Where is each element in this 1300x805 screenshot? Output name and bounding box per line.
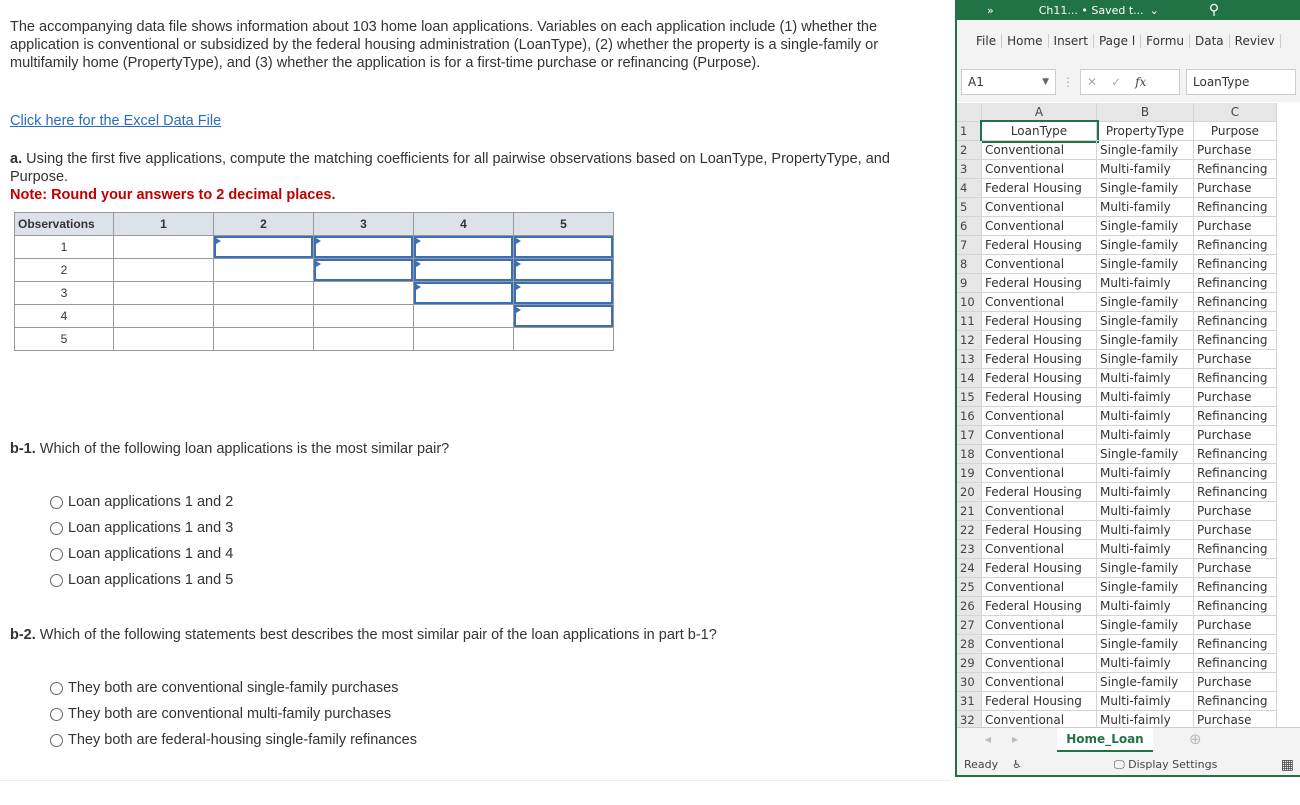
coefficient-input[interactable] [514,259,613,281]
cell[interactable]: Refinancing [1194,293,1277,312]
row-number[interactable]: 16 [957,407,982,426]
table-row [15,282,614,305]
cell[interactable]: Multi-family [1097,160,1194,179]
spreadsheet-row [957,597,1300,616]
coefficient-input[interactable] [514,305,613,327]
spreadsheet-grid[interactable] [957,103,1300,730]
row-number[interactable]: 14 [957,369,982,388]
cell[interactable]: Purchase [1194,502,1277,521]
cell[interactable]: Purchase [1194,521,1277,540]
function-icon[interactable]: fx [1135,75,1147,89]
row-number[interactable]: 21 [957,502,982,521]
cell[interactable]: Purchase [1194,673,1277,692]
row-number[interactable]: 18 [957,445,982,464]
spreadsheet-row [957,616,1300,635]
option-label: They both are federal-housing single-family refinances [68,732,417,748]
part-a [10,150,940,204]
spreadsheet-row [957,293,1300,312]
cell[interactable]: Federal Housing [982,559,1097,578]
dropdown-icon: ▼ [1042,77,1049,87]
cell[interactable]: Single-family [1097,293,1194,312]
row-number[interactable]: 6 [957,217,982,236]
option-label: They both are conventional single-family purchases [68,680,399,696]
option-label: They both are conventional multi-family purchases [68,706,392,722]
row-label: 2 [15,259,114,282]
row-number[interactable]: 30 [957,673,982,692]
option-b1-3[interactable] [50,546,233,562]
row-number[interactable]: 13 [957,350,982,369]
cell[interactable]: Conventional [982,141,1097,160]
cell[interactable]: Purchase [1194,559,1277,578]
row-number[interactable]: 27 [957,616,982,635]
spreadsheet-row [957,635,1300,654]
cell[interactable]: Conventional [982,464,1097,483]
row-label: 3 [15,282,114,305]
cell[interactable]: Refinancing [1194,445,1277,464]
column-header: Observations [15,213,114,236]
cell[interactable]: Single-family [1097,331,1194,350]
select-all-corner[interactable] [957,103,982,122]
row-number[interactable]: 1 [957,122,982,141]
cell[interactable]: Multi-faimly [1097,654,1194,673]
add-sheet-icon[interactable]: ⊕ [1189,730,1202,748]
ribbon-tabs [957,20,1300,62]
option-b2-1[interactable] [50,680,398,696]
question-b2 [10,627,717,643]
cell[interactable]: Conventional [982,426,1097,445]
row-number[interactable]: 9 [957,274,982,293]
cell[interactable]: Conventional [982,255,1097,274]
row-number[interactable]: 4 [957,179,982,198]
cell[interactable]: Federal Housing [982,236,1097,255]
scroll-right-icon[interactable]: ▸ [1012,732,1019,746]
table-cell [314,305,414,328]
cell[interactable]: Conventional [982,654,1097,673]
cell[interactable]: Conventional [982,635,1097,654]
spreadsheet-row [957,559,1300,578]
table-header-row [15,213,614,236]
spreadsheet-row [957,578,1300,597]
row-number[interactable]: 3 [957,160,982,179]
cell[interactable]: Federal Housing [982,312,1097,331]
option-b2-3[interactable] [50,732,417,748]
column-header: 4 [414,213,514,236]
cell[interactable]: Multi-faimly [1097,369,1194,388]
cell[interactable]: Purchase [1194,141,1277,160]
cell[interactable]: Refinancing [1194,578,1277,597]
row-number[interactable]: 10 [957,293,982,312]
cell[interactable]: Multi-faimly [1097,274,1194,293]
cell[interactable]: Conventional [982,217,1097,236]
spreadsheet-row [957,236,1300,255]
search-icon[interactable]: ⚲ [1208,2,1220,18]
spreadsheet-row [957,426,1300,445]
cell[interactable]: Conventional [982,711,1097,730]
cell[interactable]: Multi-faimly [1097,407,1194,426]
cell[interactable]: Federal Housing [982,179,1097,198]
display-settings-label: Display Settings [1128,757,1218,771]
column-header: 5 [514,213,614,236]
row-number[interactable]: 20 [957,483,982,502]
cell[interactable]: Federal Housing [982,388,1097,407]
cell[interactable]: Single-family [1097,236,1194,255]
ribbon-tab-insert[interactable]: Insert [1049,34,1094,48]
cell[interactable]: Refinancing [1194,255,1277,274]
table-cell [114,236,214,259]
cell[interactable]: Refinancing [1194,483,1277,502]
display-settings-button[interactable]: 🖵 Display Settings [1114,757,1218,771]
spreadsheet-row [957,483,1300,502]
excel-title-bar [957,0,1300,20]
row-label: 4 [15,305,114,328]
spreadsheet-row [957,274,1300,293]
cell[interactable]: Multi-faimly [1097,521,1194,540]
coefficient-input[interactable] [414,282,513,304]
cell[interactable]: Refinancing [1194,198,1277,217]
table-cell [214,236,314,259]
cell[interactable]: Purchase [1194,711,1277,730]
cell[interactable]: Conventional [982,540,1097,559]
formula-buttons [1080,69,1180,95]
table-row [15,305,614,328]
spreadsheet-row [957,445,1300,464]
cancel-icon[interactable]: ✕ [1087,75,1098,89]
cell[interactable]: Conventional [982,293,1097,312]
cell[interactable]: Conventional [982,407,1097,426]
cell[interactable]: LoanType [982,122,1097,141]
spreadsheet-row [957,350,1300,369]
row-number[interactable]: 32 [957,711,982,730]
coefficient-input[interactable] [414,259,513,281]
cell[interactable]: Refinancing [1194,160,1277,179]
spreadsheet-row [957,160,1300,179]
cell[interactable]: Single-family [1097,578,1194,597]
spreadsheet-row [957,407,1300,426]
drag-handle-icon[interactable]: ⋮ [1062,75,1074,89]
table-cell [414,305,514,328]
spreadsheet-row [957,673,1300,692]
option-b1-2[interactable] [50,520,233,536]
status-bar [957,752,1300,777]
row-number[interactable]: 5 [957,198,982,217]
spreadsheet-row [957,255,1300,274]
cell[interactable]: Federal Housing [982,369,1097,388]
table-cell [514,259,614,282]
cell[interactable]: Federal Housing [982,331,1097,350]
radio-button[interactable] [50,734,63,747]
cell[interactable]: Purchase [1194,350,1277,369]
cell[interactable]: Refinancing [1194,236,1277,255]
cell[interactable]: Federal Housing [982,350,1097,369]
coefficient-input[interactable] [214,236,313,258]
spreadsheet-row [957,141,1300,160]
cell[interactable]: Refinancing [1194,331,1277,350]
question-panel [10,18,950,203]
cell[interactable]: Conventional [982,616,1097,635]
radio-button[interactable] [50,682,63,695]
cell[interactable]: Purchase [1194,217,1277,236]
table-cell [114,282,214,305]
option-label: Loan applications 1 and 5 [68,572,234,588]
spreadsheet-row [957,331,1300,350]
cell[interactable]: Multi-faimly [1097,483,1194,502]
table-cell [214,305,314,328]
question-b1 [10,441,449,457]
coefficient-input[interactable] [514,282,613,304]
cell[interactable]: Refinancing [1194,654,1277,673]
cell[interactable]: Multi-faimly [1097,502,1194,521]
rounding-note: Note: Round your answers to 2 decimal places. [10,187,336,203]
table-cell [114,259,214,282]
column-header-C[interactable]: C [1194,103,1277,122]
table-cell [214,328,314,351]
name-box-value: A1 [968,75,984,89]
cell[interactable]: Multi-faimly [1097,711,1194,730]
coefficient-input[interactable] [514,236,613,258]
part-a-label: a. [10,151,23,167]
cell[interactable]: Refinancing [1194,692,1277,711]
ribbon-tab-data[interactable]: Data [1190,34,1230,48]
cell[interactable]: Federal Housing [982,521,1097,540]
cell[interactable]: Conventional [982,502,1097,521]
table-cell [114,328,214,351]
cell[interactable]: Refinancing [1194,407,1277,426]
row-label: 5 [15,328,114,351]
ribbon-tab-home[interactable]: Home [1002,34,1048,48]
spreadsheet-row [957,521,1300,540]
row-number[interactable]: 23 [957,540,982,559]
part-a-text: Using the first five applications, compute the matching coefficients for all pairwise observations based on LoanType, PropertyType, and Purpose. [10,151,890,185]
cell[interactable]: Conventional [982,673,1097,692]
cell[interactable]: Multi-faimly [1097,692,1194,711]
table-row [15,236,614,259]
column-header: 1 [114,213,214,236]
table-cell [514,305,614,328]
row-number[interactable]: 17 [957,426,982,445]
radio-button[interactable] [50,708,63,721]
formula-input[interactable] [1186,69,1296,95]
radio-button[interactable] [50,522,63,535]
cell[interactable]: Federal Housing [982,692,1097,711]
table-cell [314,259,414,282]
row-number[interactable]: 19 [957,464,982,483]
spreadsheet-row [957,217,1300,236]
cell[interactable]: PropertyType [1097,122,1194,141]
spreadsheet-row [957,198,1300,217]
row-number[interactable]: 31 [957,692,982,711]
table-cell [314,328,414,351]
row-label: 1 [15,236,114,259]
column-header: 2 [214,213,314,236]
table-row [15,328,614,351]
table-cell [214,282,314,305]
table-cell [114,305,214,328]
cell[interactable]: Single-family [1097,635,1194,654]
option-label: Loan applications 1 and 4 [68,546,234,562]
coefficient-input[interactable] [414,236,513,258]
cell[interactable]: Multi-faimly [1097,597,1194,616]
column-header-A[interactable]: A [982,103,1097,122]
row-number[interactable]: 2 [957,141,982,160]
excel-window [955,0,1300,777]
spreadsheet-row [957,692,1300,711]
column-header: 3 [314,213,414,236]
radio-button[interactable] [50,496,63,509]
cell[interactable]: Refinancing [1194,312,1277,331]
table-cell [314,282,414,305]
status-text: Ready [964,758,999,771]
spreadsheet-row [957,654,1300,673]
cell[interactable]: Purchase [1194,179,1277,198]
accessibility-icon[interactable]: ♿ [1012,758,1023,771]
row-number[interactable]: 22 [957,521,982,540]
cell[interactable]: Single-family [1097,673,1194,692]
cell[interactable]: Conventional [982,198,1097,217]
cell[interactable]: Purpose [1194,122,1277,141]
cell[interactable]: Purchase [1194,388,1277,407]
cell[interactable]: Single-family [1097,445,1194,464]
radio-button[interactable] [50,574,63,587]
formula-value: LoanType [1193,75,1250,89]
table-cell [414,259,514,282]
excel-data-link[interactable]: Click here for the Excel Data File [10,113,222,129]
b2-label: b-2. [10,627,36,643]
name-box[interactable] [961,69,1056,95]
row-number[interactable]: 7 [957,236,982,255]
ribbon-tab-file[interactable]: File [971,34,1002,48]
table-cell [414,236,514,259]
ribbon-tab-pagel[interactable]: Page l [1094,34,1141,48]
cell[interactable]: Single-family [1097,350,1194,369]
cell[interactable]: Multi-family [1097,198,1194,217]
spreadsheet-row [957,122,1300,141]
option-label: Loan applications 1 and 3 [68,520,234,536]
cell[interactable]: Single-family [1097,255,1194,274]
cell[interactable]: Refinancing [1194,464,1277,483]
table-cell [514,282,614,305]
b2-text: Which of the following statements best describes the most similar pair of the loan applications in part b-1? [35,627,717,643]
coefficient-input[interactable] [314,236,413,258]
b1-text: Which of the following loan applications is the most similar pair? [35,441,450,457]
cell[interactable]: Refinancing [1194,597,1277,616]
option-b1-4[interactable] [50,572,233,588]
chevron-down-icon[interactable]: ⌄ [1149,3,1159,17]
row-number[interactable]: 29 [957,654,982,673]
cell[interactable]: Conventional [982,445,1097,464]
spreadsheet-row [957,179,1300,198]
cell[interactable]: Conventional [982,160,1097,179]
divider [0,780,950,781]
row-number[interactable]: 15 [957,388,982,407]
table-cell [514,328,614,351]
cell[interactable]: Multi-faimly [1097,540,1194,559]
cell[interactable]: Conventional [982,578,1097,597]
cell[interactable]: Federal Housing [982,483,1097,502]
cell[interactable]: Multi-faimly [1097,464,1194,483]
cell[interactable]: Single-family [1097,217,1194,236]
cell[interactable]: Federal Housing [982,597,1097,616]
column-header-row [957,103,1300,122]
sheet-tab-home-loan[interactable]: Home_Loan [1057,728,1153,752]
cell[interactable]: Multi-faimly [1097,388,1194,407]
spreadsheet-row [957,464,1300,483]
coefficient-input[interactable] [314,259,413,281]
spreadsheet-row [957,369,1300,388]
more-icon[interactable]: » [987,3,994,17]
cell[interactable]: Single-family [1097,616,1194,635]
spreadsheet-row [957,312,1300,331]
scroll-left-icon[interactable]: ◂ [985,732,992,746]
cell[interactable]: Purchase [1194,616,1277,635]
row-number[interactable]: 28 [957,635,982,654]
workbook-title: Ch11... • Saved t... [1038,3,1144,17]
radio-button[interactable] [50,548,63,561]
b1-label: b-1. [10,441,36,457]
normal-view-icon[interactable]: ▦ [1280,756,1294,773]
matching-coefficient-table [14,212,614,351]
cell[interactable]: Purchase [1194,426,1277,445]
cell[interactable]: Single-family [1097,179,1194,198]
sheet-tab-bar [957,727,1300,752]
row-number[interactable]: 25 [957,578,982,597]
spreadsheet-row [957,540,1300,559]
table-cell [314,236,414,259]
spreadsheet-row [957,388,1300,407]
cell[interactable]: Refinancing [1194,635,1277,654]
formula-bar [957,62,1300,102]
ribbon-tab-formu[interactable]: Formu [1141,34,1190,48]
cell[interactable]: Single-family [1097,559,1194,578]
row-number[interactable]: 26 [957,597,982,616]
cell[interactable]: Refinancing [1194,274,1277,293]
spreadsheet-row [957,502,1300,521]
table-cell [514,236,614,259]
column-header-B[interactable]: B [1097,103,1194,122]
cell[interactable]: Single-family [1097,141,1194,160]
cell[interactable]: Single-family [1097,312,1194,331]
table-row [15,259,614,282]
row-number[interactable]: 11 [957,312,982,331]
intro-text: The accompanying data file shows information about 103 home loan applications. Variables on each application include (1) whether the application is conventional or subsidized by the federal housing administration (LoanType), (2) whether the property is a single-family or multifamily home (PropertyType), and (3) whether the application is for a first-time purchase or refinancing (Purpose). [10,19,879,71]
option-label: Loan applications 1 and 2 [68,494,234,510]
row-number[interactable]: 12 [957,331,982,350]
enter-icon[interactable]: ✓ [1111,75,1122,89]
ribbon-tab-reviev[interactable]: Reviev [1230,34,1281,48]
table-cell [414,282,514,305]
row-number[interactable]: 8 [957,255,982,274]
table-cell [214,259,314,282]
table-cell [414,328,514,351]
cell[interactable]: Federal Housing [982,274,1097,293]
cell[interactable]: Refinancing [1194,369,1277,388]
cell[interactable]: Refinancing [1194,540,1277,559]
option-b1-1[interactable] [50,494,233,510]
row-number[interactable]: 24 [957,559,982,578]
cell[interactable]: Multi-faimly [1097,426,1194,445]
option-b2-2[interactable] [50,706,391,722]
